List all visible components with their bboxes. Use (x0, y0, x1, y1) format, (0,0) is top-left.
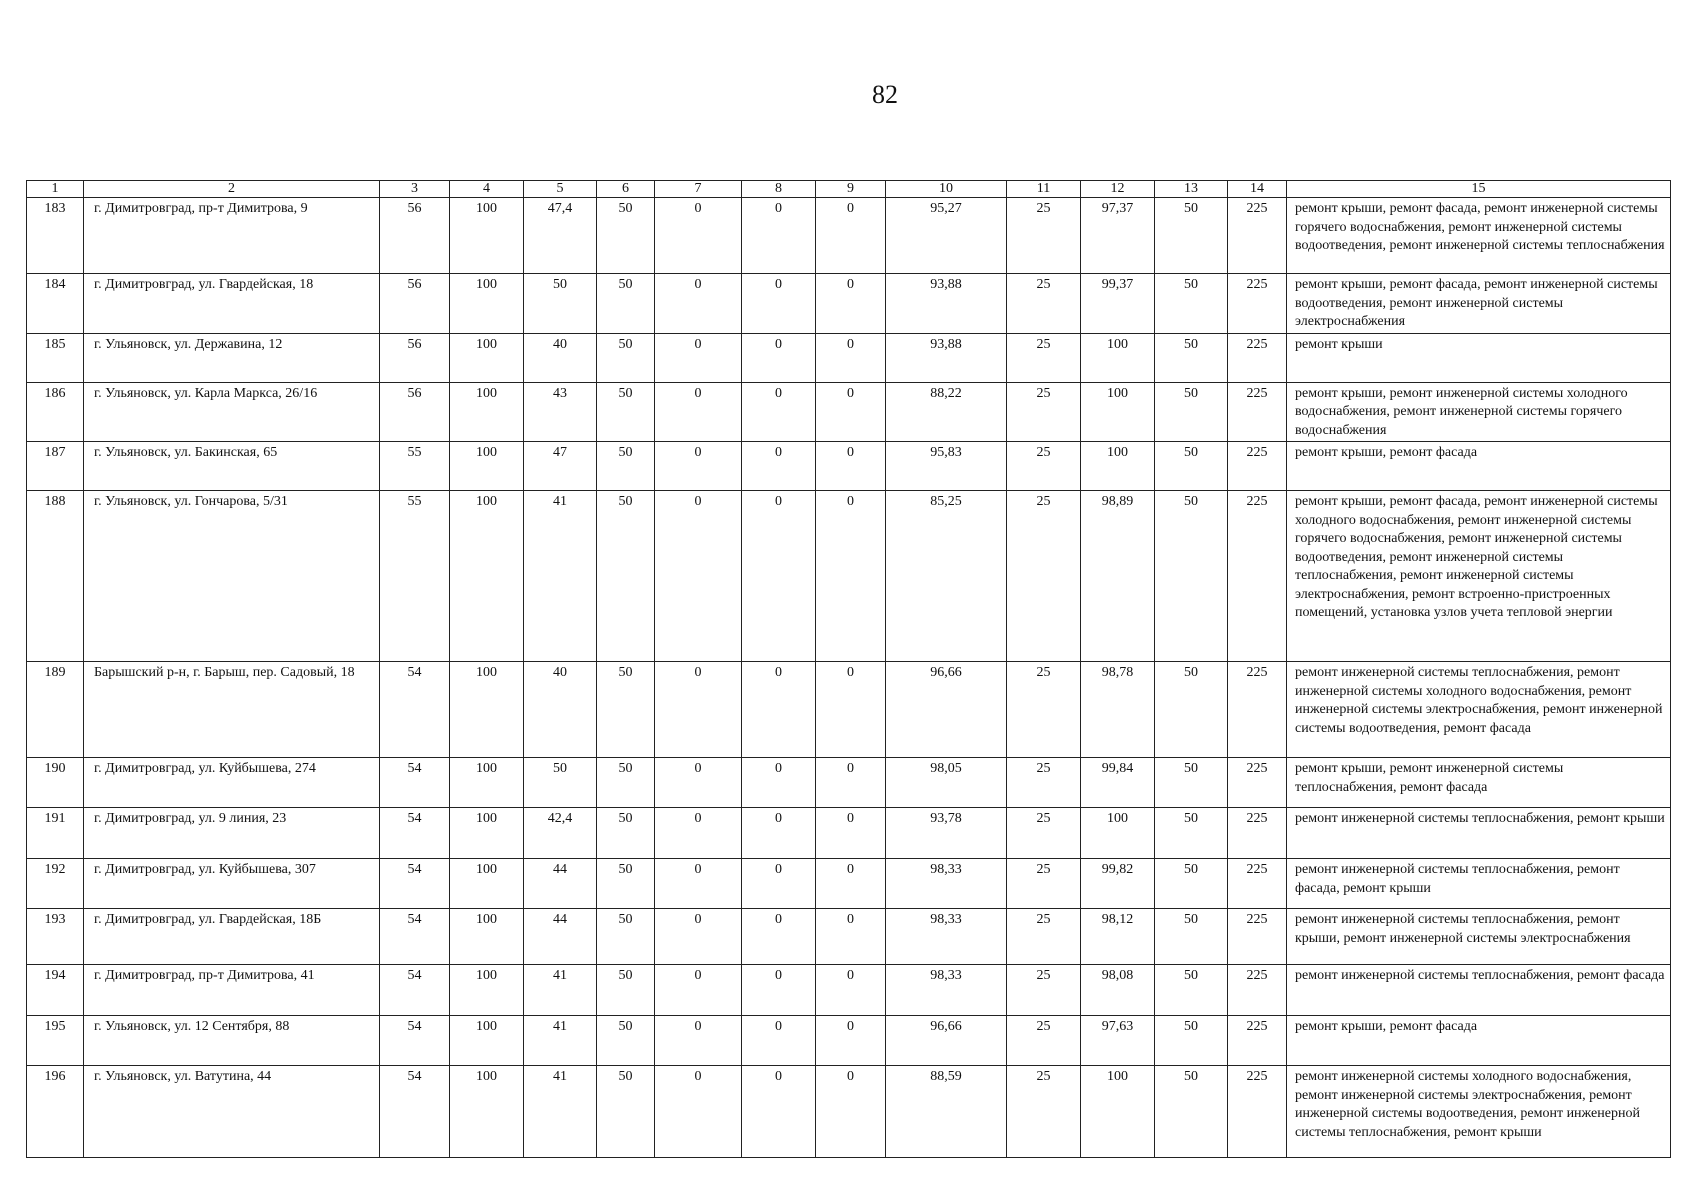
address-cell: г. Ульяновск, ул. Карла Маркса, 26/16 (84, 382, 380, 442)
row-number-cell: 194 (27, 965, 84, 1016)
col-8-cell: 0 (742, 965, 816, 1016)
col-10-cell: 95,83 (886, 442, 1007, 491)
table-row (27, 662, 1671, 758)
col-11-cell: 25 (1007, 965, 1081, 1016)
col-14-cell: 225 (1228, 442, 1287, 491)
col-13-cell: 50 (1155, 965, 1228, 1016)
col-13-cell: 50 (1155, 274, 1228, 334)
header-cell-9: 9 (816, 181, 886, 198)
col-12-cell: 99,84 (1081, 758, 1155, 808)
col-7-cell: 0 (655, 1066, 742, 1158)
col-9-cell: 0 (816, 274, 886, 334)
works-list-cell: ремонт инженерной системы теплоснабжения, ремонт фасада, ремонт крыши (1287, 859, 1671, 909)
col-10-cell: 93,78 (886, 808, 1007, 859)
works-list-cell: ремонт инженерной системы теплоснабжения, ремонт инженерной системы холодного водоснабжения, ремонт инженерной системы электроснабжения, ремонт инженерной системы водоотведения, ремонт фасада (1287, 662, 1671, 758)
col-5-cell: 41 (524, 1066, 597, 1158)
table-row (27, 198, 1671, 274)
col-6-cell: 50 (597, 333, 655, 382)
table-row (27, 333, 1671, 382)
col-6-cell: 50 (597, 758, 655, 808)
col-14-cell: 225 (1228, 1016, 1287, 1066)
col-4-cell: 100 (450, 274, 524, 334)
col-14-cell: 225 (1228, 965, 1287, 1016)
col-11-cell: 25 (1007, 859, 1081, 909)
works-list-cell: ремонт инженерной системы теплоснабжения, ремонт фасада (1287, 965, 1671, 1016)
header-cell-1: 1 (27, 181, 84, 198)
col-4-cell: 100 (450, 1016, 524, 1066)
col-6-cell: 50 (597, 382, 655, 442)
header-cell-2: 2 (84, 181, 380, 198)
row-number-cell: 187 (27, 442, 84, 491)
col-14-cell: 225 (1228, 198, 1287, 274)
address-cell: г. Ульяновск, ул. Бакинская, 65 (84, 442, 380, 491)
col-12-cell: 98,08 (1081, 965, 1155, 1016)
works-list-cell: ремонт крыши, ремонт фасада (1287, 442, 1671, 491)
row-number-cell: 185 (27, 333, 84, 382)
col-8-cell: 0 (742, 1066, 816, 1158)
col-3-cell: 55 (380, 442, 450, 491)
col-4-cell: 100 (450, 333, 524, 382)
col-12-cell: 100 (1081, 442, 1155, 491)
col-6-cell: 50 (597, 1066, 655, 1158)
col-9-cell: 0 (816, 198, 886, 274)
col-7-cell: 0 (655, 909, 742, 965)
col-3-cell: 55 (380, 491, 450, 662)
header-cell-11: 11 (1007, 181, 1081, 198)
col-3-cell: 54 (380, 1016, 450, 1066)
row-number-cell: 188 (27, 491, 84, 662)
col-10-cell: 85,25 (886, 491, 1007, 662)
col-12-cell: 99,37 (1081, 274, 1155, 334)
header-cell-13: 13 (1155, 181, 1228, 198)
address-cell: Барышский р-н, г. Барыш, пер. Садовый, 18 (84, 662, 380, 758)
row-number-cell: 189 (27, 662, 84, 758)
col-13-cell: 50 (1155, 198, 1228, 274)
works-list-cell: ремонт крыши, ремонт фасада, ремонт инженерной системы горячего водоснабжения, ремонт инженерной системы водоотведения, ремонт инженерной системы теплоснабжения (1287, 198, 1671, 274)
header-cell-5: 5 (524, 181, 597, 198)
col-8-cell: 0 (742, 198, 816, 274)
col-11-cell: 25 (1007, 1016, 1081, 1066)
header-cell-14: 14 (1228, 181, 1287, 198)
col-10-cell: 88,22 (886, 382, 1007, 442)
row-number-cell: 196 (27, 1066, 84, 1158)
col-8-cell: 0 (742, 909, 816, 965)
col-8-cell: 0 (742, 1016, 816, 1066)
col-11-cell: 25 (1007, 758, 1081, 808)
col-5-cell: 41 (524, 491, 597, 662)
col-14-cell: 225 (1228, 808, 1287, 859)
address-cell: г. Димитровград, ул. 9 линия, 23 (84, 808, 380, 859)
col-9-cell: 0 (816, 1016, 886, 1066)
col-13-cell: 50 (1155, 333, 1228, 382)
col-13-cell: 50 (1155, 662, 1228, 758)
row-number-cell: 193 (27, 909, 84, 965)
col-5-cell: 50 (524, 274, 597, 334)
header-cell-12: 12 (1081, 181, 1155, 198)
col-5-cell: 47 (524, 442, 597, 491)
col-13-cell: 50 (1155, 758, 1228, 808)
col-11-cell: 25 (1007, 808, 1081, 859)
col-6-cell: 50 (597, 965, 655, 1016)
col-11-cell: 25 (1007, 274, 1081, 334)
works-list-cell: ремонт крыши, ремонт фасада, ремонт инженерной системы водоотведения, ремонт инженерной системы электроснабжения (1287, 274, 1671, 334)
col-9-cell: 0 (816, 1066, 886, 1158)
works-list-cell: ремонт крыши, ремонт инженерной системы холодного водоснабжения, ремонт инженерной системы горячего водоснабжения (1287, 382, 1671, 442)
col-10-cell: 96,66 (886, 662, 1007, 758)
address-cell: г. Димитровград, ул. Гвардейская, 18Б (84, 909, 380, 965)
col-14-cell: 225 (1228, 491, 1287, 662)
col-6-cell: 50 (597, 274, 655, 334)
col-8-cell: 0 (742, 758, 816, 808)
col-11-cell: 25 (1007, 442, 1081, 491)
table-row (27, 859, 1671, 909)
row-number-cell: 190 (27, 758, 84, 808)
col-6-cell: 50 (597, 198, 655, 274)
col-10-cell: 98,33 (886, 909, 1007, 965)
col-11-cell: 25 (1007, 491, 1081, 662)
table-row (27, 808, 1671, 859)
col-10-cell: 88,59 (886, 1066, 1007, 1158)
col-9-cell: 0 (816, 442, 886, 491)
col-7-cell: 0 (655, 859, 742, 909)
col-10-cell: 98,33 (886, 965, 1007, 1016)
row-number-cell: 183 (27, 198, 84, 274)
col-6-cell: 50 (597, 442, 655, 491)
col-14-cell: 225 (1228, 859, 1287, 909)
header-cell-10: 10 (886, 181, 1007, 198)
col-12-cell: 100 (1081, 382, 1155, 442)
col-13-cell: 50 (1155, 382, 1228, 442)
col-8-cell: 0 (742, 808, 816, 859)
table-row (27, 758, 1671, 808)
col-11-cell: 25 (1007, 333, 1081, 382)
col-8-cell: 0 (742, 333, 816, 382)
col-9-cell: 0 (816, 758, 886, 808)
address-cell: г. Димитровград, ул. Гвардейская, 18 (84, 274, 380, 334)
col-5-cell: 40 (524, 662, 597, 758)
col-14-cell: 225 (1228, 758, 1287, 808)
col-12-cell: 98,12 (1081, 909, 1155, 965)
works-list-cell: ремонт крыши, ремонт фасада, ремонт инженерной системы холодного водоснабжения, ремонт инженерной системы горячего водоснабжения, ремонт инженерной системы водоотведения, ремонт инженерной системы теплоснабжения, ремонт инженерной системы электроснабжения, ремонт встроенно-пристроенных помещений, установка узлов учета тепловой энергии (1287, 491, 1671, 662)
col-12-cell: 100 (1081, 333, 1155, 382)
col-9-cell: 0 (816, 965, 886, 1016)
col-3-cell: 54 (380, 859, 450, 909)
col-6-cell: 50 (597, 909, 655, 965)
col-7-cell: 0 (655, 491, 742, 662)
col-5-cell: 41 (524, 965, 597, 1016)
col-11-cell: 25 (1007, 1066, 1081, 1158)
col-4-cell: 100 (450, 491, 524, 662)
col-7-cell: 0 (655, 274, 742, 334)
address-cell: г. Ульяновск, ул. Державина, 12 (84, 333, 380, 382)
col-13-cell: 50 (1155, 491, 1228, 662)
col-13-cell: 50 (1155, 859, 1228, 909)
col-14-cell: 225 (1228, 274, 1287, 334)
table-row (27, 274, 1671, 334)
col-3-cell: 56 (380, 333, 450, 382)
col-8-cell: 0 (742, 662, 816, 758)
works-list-cell: ремонт инженерной системы теплоснабжения, ремонт крыши (1287, 808, 1671, 859)
col-4-cell: 100 (450, 662, 524, 758)
works-list-cell: ремонт инженерной системы холодного водоснабжения, ремонт инженерной системы электроснабжения, ремонт инженерной системы водоотведения, ремонт инженерной системы теплоснабжения, ремонт крыши (1287, 1066, 1671, 1158)
col-12-cell: 99,82 (1081, 859, 1155, 909)
header-cell-15: 15 (1287, 181, 1671, 198)
col-8-cell: 0 (742, 859, 816, 909)
col-9-cell: 0 (816, 491, 886, 662)
header-row (27, 181, 1671, 198)
header-cell-8: 8 (742, 181, 816, 198)
col-7-cell: 0 (655, 442, 742, 491)
col-12-cell: 100 (1081, 808, 1155, 859)
col-4-cell: 100 (450, 1066, 524, 1158)
col-3-cell: 54 (380, 758, 450, 808)
col-7-cell: 0 (655, 333, 742, 382)
col-7-cell: 0 (655, 1016, 742, 1066)
table-row (27, 491, 1671, 662)
col-9-cell: 0 (816, 662, 886, 758)
col-12-cell: 100 (1081, 1066, 1155, 1158)
col-6-cell: 50 (597, 662, 655, 758)
table-row (27, 382, 1671, 442)
col-10-cell: 96,66 (886, 1016, 1007, 1066)
col-3-cell: 54 (380, 1066, 450, 1158)
col-9-cell: 0 (816, 333, 886, 382)
col-3-cell: 54 (380, 808, 450, 859)
col-5-cell: 44 (524, 909, 597, 965)
row-number-cell: 186 (27, 382, 84, 442)
header-cell-6: 6 (597, 181, 655, 198)
col-11-cell: 25 (1007, 198, 1081, 274)
col-14-cell: 225 (1228, 333, 1287, 382)
col-8-cell: 0 (742, 491, 816, 662)
col-6-cell: 50 (597, 491, 655, 662)
col-10-cell: 93,88 (886, 274, 1007, 334)
col-3-cell: 56 (380, 274, 450, 334)
works-list-cell: ремонт крыши (1287, 333, 1671, 382)
table-row (27, 1016, 1671, 1066)
col-3-cell: 56 (380, 382, 450, 442)
col-7-cell: 0 (655, 198, 742, 274)
address-cell: г. Димитровград, ул. Куйбышева, 307 (84, 859, 380, 909)
col-3-cell: 54 (380, 965, 450, 1016)
header-cell-3: 3 (380, 181, 450, 198)
address-cell: г. Димитровград, пр-т Димитрова, 41 (84, 965, 380, 1016)
col-10-cell: 93,88 (886, 333, 1007, 382)
col-4-cell: 100 (450, 198, 524, 274)
address-cell: г. Ульяновск, ул. Ватутина, 44 (84, 1066, 380, 1158)
col-6-cell: 50 (597, 859, 655, 909)
col-13-cell: 50 (1155, 808, 1228, 859)
col-14-cell: 225 (1228, 662, 1287, 758)
col-8-cell: 0 (742, 274, 816, 334)
col-7-cell: 0 (655, 965, 742, 1016)
address-cell: г. Димитровград, ул. Куйбышева, 274 (84, 758, 380, 808)
col-12-cell: 98,89 (1081, 491, 1155, 662)
header-cell-4: 4 (450, 181, 524, 198)
col-7-cell: 0 (655, 758, 742, 808)
col-11-cell: 25 (1007, 662, 1081, 758)
col-3-cell: 54 (380, 909, 450, 965)
row-number-cell: 184 (27, 274, 84, 334)
table-row (27, 909, 1671, 965)
row-number-cell: 192 (27, 859, 84, 909)
page-number: 82 (872, 80, 898, 109)
works-list-cell: ремонт инженерной системы теплоснабжения, ремонт крыши, ремонт инженерной системы электроснабжения (1287, 909, 1671, 965)
col-5-cell: 47,4 (524, 198, 597, 274)
repair-program-table (26, 180, 1671, 1158)
col-4-cell: 100 (450, 859, 524, 909)
address-cell: г. Ульяновск, ул. 12 Сентября, 88 (84, 1016, 380, 1066)
col-13-cell: 50 (1155, 1016, 1228, 1066)
col-6-cell: 50 (597, 1016, 655, 1066)
col-9-cell: 0 (816, 382, 886, 442)
col-5-cell: 44 (524, 859, 597, 909)
address-cell: г. Димитровград, пр-т Димитрова, 9 (84, 198, 380, 274)
row-number-cell: 191 (27, 808, 84, 859)
col-10-cell: 98,33 (886, 859, 1007, 909)
col-5-cell: 43 (524, 382, 597, 442)
col-4-cell: 100 (450, 382, 524, 442)
col-13-cell: 50 (1155, 1066, 1228, 1158)
col-5-cell: 50 (524, 758, 597, 808)
col-5-cell: 42,4 (524, 808, 597, 859)
col-4-cell: 100 (450, 808, 524, 859)
table-row (27, 1066, 1671, 1158)
col-7-cell: 0 (655, 662, 742, 758)
col-7-cell: 0 (655, 382, 742, 442)
col-6-cell: 50 (597, 808, 655, 859)
col-12-cell: 97,63 (1081, 1016, 1155, 1066)
col-13-cell: 50 (1155, 442, 1228, 491)
col-12-cell: 98,78 (1081, 662, 1155, 758)
col-11-cell: 25 (1007, 382, 1081, 442)
col-9-cell: 0 (816, 909, 886, 965)
row-number-cell: 195 (27, 1016, 84, 1066)
col-13-cell: 50 (1155, 909, 1228, 965)
col-10-cell: 95,27 (886, 198, 1007, 274)
col-11-cell: 25 (1007, 909, 1081, 965)
col-10-cell: 98,05 (886, 758, 1007, 808)
table-row (27, 442, 1671, 491)
col-3-cell: 54 (380, 662, 450, 758)
works-list-cell: ремонт крыши, ремонт инженерной системы теплоснабжения, ремонт фасада (1287, 758, 1671, 808)
col-5-cell: 40 (524, 333, 597, 382)
col-4-cell: 100 (450, 965, 524, 1016)
col-4-cell: 100 (450, 909, 524, 965)
works-list-cell: ремонт крыши, ремонт фасада (1287, 1016, 1671, 1066)
col-14-cell: 225 (1228, 909, 1287, 965)
col-4-cell: 100 (450, 442, 524, 491)
col-8-cell: 0 (742, 382, 816, 442)
col-8-cell: 0 (742, 442, 816, 491)
col-9-cell: 0 (816, 859, 886, 909)
address-cell: г. Ульяновск, ул. Гончарова, 5/31 (84, 491, 380, 662)
col-9-cell: 0 (816, 808, 886, 859)
col-12-cell: 97,37 (1081, 198, 1155, 274)
col-4-cell: 100 (450, 758, 524, 808)
col-14-cell: 225 (1228, 382, 1287, 442)
col-3-cell: 56 (380, 198, 450, 274)
col-5-cell: 41 (524, 1016, 597, 1066)
col-7-cell: 0 (655, 808, 742, 859)
col-14-cell: 225 (1228, 1066, 1287, 1158)
header-cell-7: 7 (655, 181, 742, 198)
table-row (27, 965, 1671, 1016)
